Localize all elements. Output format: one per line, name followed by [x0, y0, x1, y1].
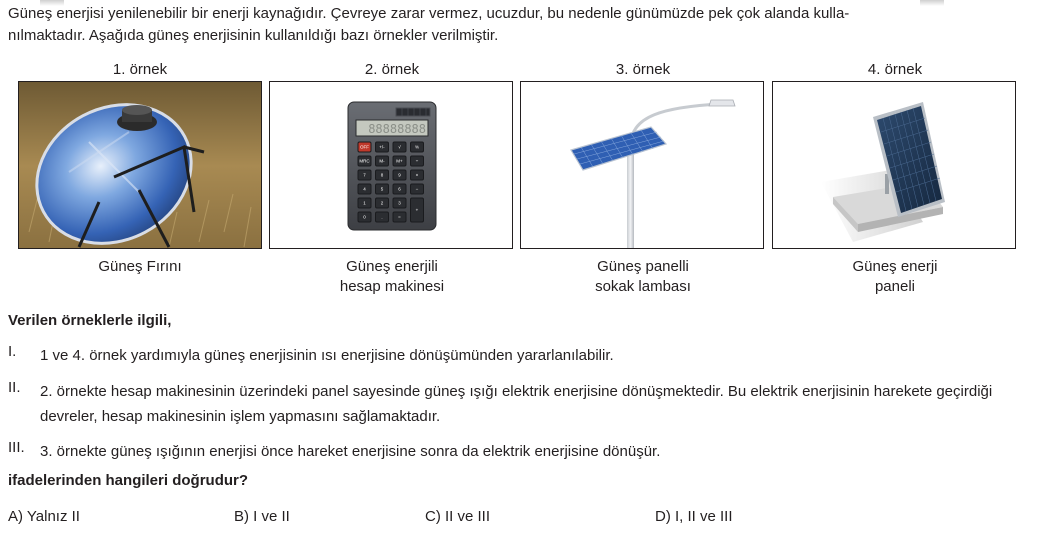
question-prompt: ifadelerinden hangileri doğrudur? — [8, 472, 249, 489]
caption-line: Güneş enerjili — [346, 258, 438, 275]
calculator-key-label: OFF — [360, 144, 369, 150]
calculator-key-label: √ — [398, 144, 401, 150]
option-d[interactable]: D) I, II ve III — [655, 508, 733, 525]
calculator-key-label: 4 — [363, 186, 366, 192]
example-label-2: 2. örnek — [364, 61, 420, 78]
calculator-key-label: + — [415, 207, 419, 213]
calculator-key-label: 1 — [363, 200, 366, 206]
calculator-key-label: × — [415, 172, 419, 178]
statement-text: 3. örnekte güneş ışığının enerjisi önce hareket enerjisine sonra da elektrik enerjisine dönüşür. — [40, 443, 661, 460]
calculator-key-label: % — [414, 144, 420, 150]
calculator-key-label: 0 — [363, 214, 366, 220]
calculator-display: 88888888 — [368, 122, 426, 136]
caption-line: Güneş Fırını — [98, 258, 182, 275]
caption-line: sokak lambası — [595, 278, 691, 295]
intro-line: nılmaktadır. Aşağıda güneş enerjisinin kullanıldığı bazı örnekler verilmiştir. — [8, 27, 499, 44]
calculator-key-label: 3 — [398, 200, 401, 206]
calculator-key-label: 2 — [380, 200, 384, 206]
caption-4 — [771, 257, 1019, 297]
calculator-key-label: +/- — [379, 144, 385, 150]
option-a[interactable]: A) Yalnız II — [8, 508, 80, 525]
caption-line: Güneş panelli — [597, 258, 689, 275]
caption-line: Güneş enerji — [852, 258, 938, 275]
intro-paragraph — [8, 3, 1033, 47]
caption-line: hesap makinesi — [339, 278, 445, 295]
calculator-key-label: − — [415, 186, 419, 192]
calculator-key-label: 9 — [398, 172, 401, 178]
example-label-4: 4. örnek — [867, 61, 923, 78]
caption-line: paneli — [874, 278, 916, 295]
solar-street-lamp-image — [520, 81, 764, 249]
statement-2 — [8, 379, 1033, 431]
caption-3 — [519, 257, 767, 297]
calculator-key-label: 7 — [363, 172, 366, 178]
calculator-key-label: . — [381, 214, 383, 220]
statement-text: 1 ve 4. örnek yardımıyla güneş enerjisinin ısı enerjisine dönüşümünden yararlanılabilir. — [40, 347, 614, 364]
calculator-key-label: MRC — [359, 158, 370, 164]
calculator-key-label: 6 — [398, 186, 401, 192]
statement-1 — [8, 343, 1033, 368]
statement-number: III. — [8, 439, 25, 456]
example-label-1: 1. örnek — [112, 61, 168, 78]
solar-oven-image — [18, 81, 262, 249]
option-b[interactable]: B) I ve II — [234, 508, 290, 525]
caption-1 — [16, 257, 264, 277]
option-c[interactable]: C) II ve III — [425, 508, 491, 525]
statement-3 — [8, 439, 1033, 464]
calculator-image — [269, 81, 513, 249]
question-lead: Verilen örneklerle ilgili, — [8, 312, 172, 329]
example-label-3: 3. örnek — [615, 61, 671, 78]
statement-text: 2. örnekte hesap makinesinin üzerindeki panel sayesinde güneş ışığı elektrik enerjisine dönüşmektedir. Bu elektrik enerjisinin harekete geçirdiği devreler, hesap makinesinin işlem yapmasını sağlamaktadır. — [40, 383, 993, 425]
calculator-key-label: 8 — [380, 172, 384, 178]
solar-panel-image — [772, 81, 1016, 249]
calculator-key-label: ÷ — [415, 158, 419, 164]
statement-number: I. — [8, 343, 17, 360]
calculator-key-label: 5 — [380, 186, 384, 192]
caption-2 — [268, 257, 516, 297]
calculator-key-label: M- — [379, 158, 385, 164]
calculator-key-label: M+ — [396, 158, 403, 164]
intro-line: Güneş enerjisi yenilenebilir bir enerji kaynağıdır. Çevreye zarar vermez, ucuzdur, bu nedenle günümüzde pek çok alanda kulla- — [8, 5, 850, 22]
statement-number: II. — [8, 379, 21, 396]
calculator-key-label: = — [398, 214, 401, 220]
